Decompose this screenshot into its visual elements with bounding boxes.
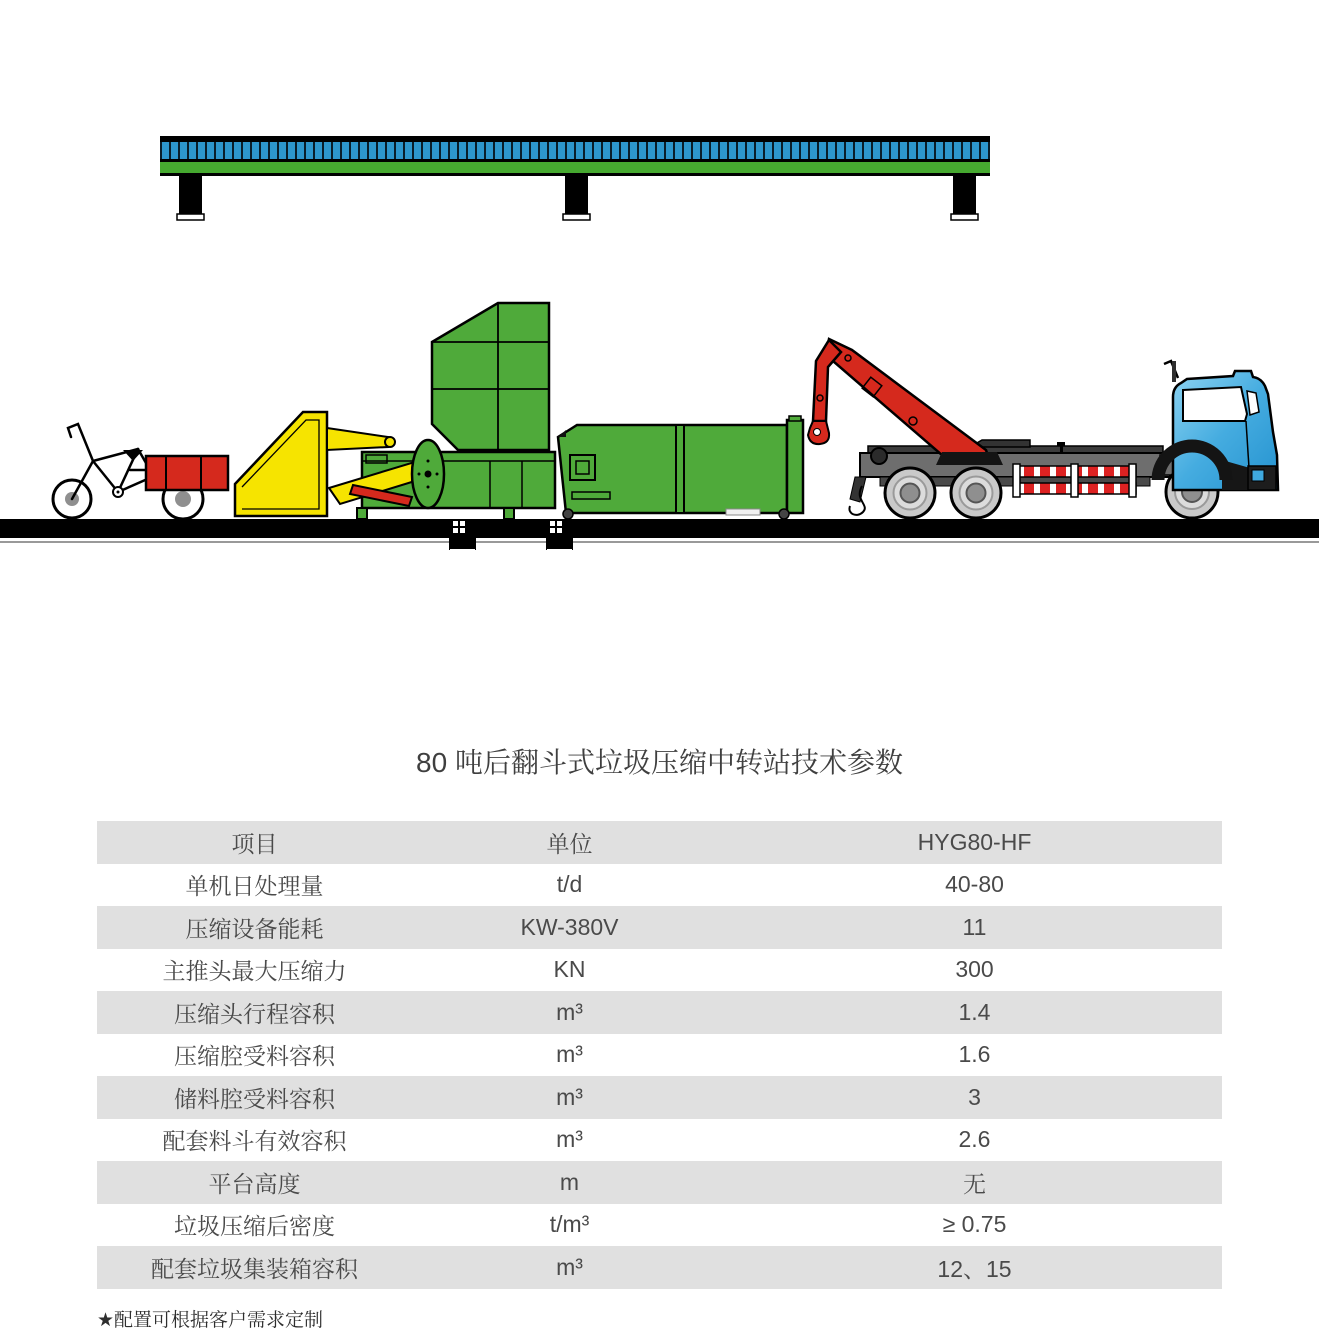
table-cell-item: 垃圾压缩后密度	[174, 1213, 335, 1240]
hook-lift-truck	[849, 361, 1278, 518]
cab-window	[1183, 387, 1247, 421]
table-cell-value: 12、15	[937, 1255, 1012, 1282]
table-cell-unit: m	[559, 1168, 580, 1195]
upper-lift-arm	[327, 428, 388, 450]
table-cell-unit: KN	[553, 956, 586, 983]
table-row	[97, 1204, 1222, 1247]
table-cell-item: 主推头最大压缩力	[162, 958, 347, 985]
table-cell-value: 3	[968, 1083, 981, 1110]
table-cell-value: 2.6	[958, 1126, 991, 1153]
transfer-station-illustration	[0, 0, 1319, 600]
table-row	[97, 949, 1222, 992]
table-cell-item: 配套垃圾集装箱容积	[151, 1255, 358, 1282]
table-cell-item: 压缩设备能耗	[185, 915, 324, 942]
truck-wheel	[885, 468, 935, 518]
table-cell-unit: KW-380V	[520, 913, 619, 940]
table-cell-item: 压缩头行程容积	[174, 1000, 335, 1027]
table-row	[97, 1246, 1222, 1289]
table-cell-item: 平台高度	[208, 1170, 301, 1197]
col-header-model: HYG80-HF	[917, 828, 1032, 855]
table-row	[97, 906, 1222, 949]
feed-hopper	[432, 303, 549, 450]
bicycle-seat	[123, 450, 143, 461]
table-cell-value: 300	[955, 956, 994, 983]
compression-container	[558, 416, 803, 519]
truck-cab	[1158, 361, 1278, 490]
table-cell-value: 1.4	[958, 998, 991, 1025]
table-cell-value: 1.6	[958, 1041, 991, 1068]
page-title: 80 吨后翻斗式垃圾压缩中转站技术参数	[416, 747, 903, 778]
table-cell-item: 单机日处理量	[185, 873, 324, 900]
platform-leg	[951, 176, 978, 220]
hook-arm-vertical	[813, 340, 841, 421]
table-row	[97, 1119, 1222, 1162]
table-cell-item: 配套料斗有效容积	[162, 1128, 347, 1155]
col-header-unit: 单位	[546, 830, 593, 857]
truck-wheel	[951, 468, 1001, 518]
table-cell-unit: m³	[556, 1126, 583, 1153]
col-header-item: 项目	[231, 830, 278, 857]
cart-box	[146, 456, 228, 490]
table-cell-unit: t/m³	[549, 1211, 590, 1238]
compactor-leg	[357, 508, 367, 519]
exhaust-stack	[1172, 361, 1176, 382]
platform-leg	[563, 176, 590, 220]
table-cell-value: ≥ 0.75	[942, 1211, 1007, 1238]
table-cell-unit: m³	[556, 1253, 583, 1280]
spec-table-header-row	[97, 821, 1222, 864]
arm-mount	[936, 452, 1003, 465]
table-cell-item: 压缩腔受料容积	[174, 1043, 335, 1070]
table-row	[97, 1076, 1222, 1119]
table-cell-item: 储料腔受料容积	[174, 1085, 335, 1112]
table-row	[97, 991, 1222, 1034]
ground	[0, 519, 1319, 552]
table-cell-unit: t/d	[556, 871, 583, 898]
compactor-flywheel	[412, 440, 444, 508]
spec-table	[97, 821, 1222, 1289]
table-cell-unit: m³	[556, 998, 583, 1025]
table-cell-unit: m³	[556, 1083, 583, 1110]
table-row	[97, 1034, 1222, 1077]
table-cell-value: 无	[963, 1170, 986, 1197]
tricycle-garbage-cart	[53, 424, 228, 519]
table-cell-value: 40-80	[945, 871, 1004, 898]
compactor-leg	[504, 508, 514, 519]
table-cell-unit: m³	[556, 1041, 583, 1068]
table-cell-value: 11	[962, 913, 987, 940]
table-row	[97, 1161, 1222, 1204]
table-row	[97, 864, 1222, 907]
footnote: ★配置可根据客户需求定制	[97, 1310, 324, 1331]
elevated-platform	[160, 136, 990, 220]
platform-leg	[177, 176, 204, 220]
